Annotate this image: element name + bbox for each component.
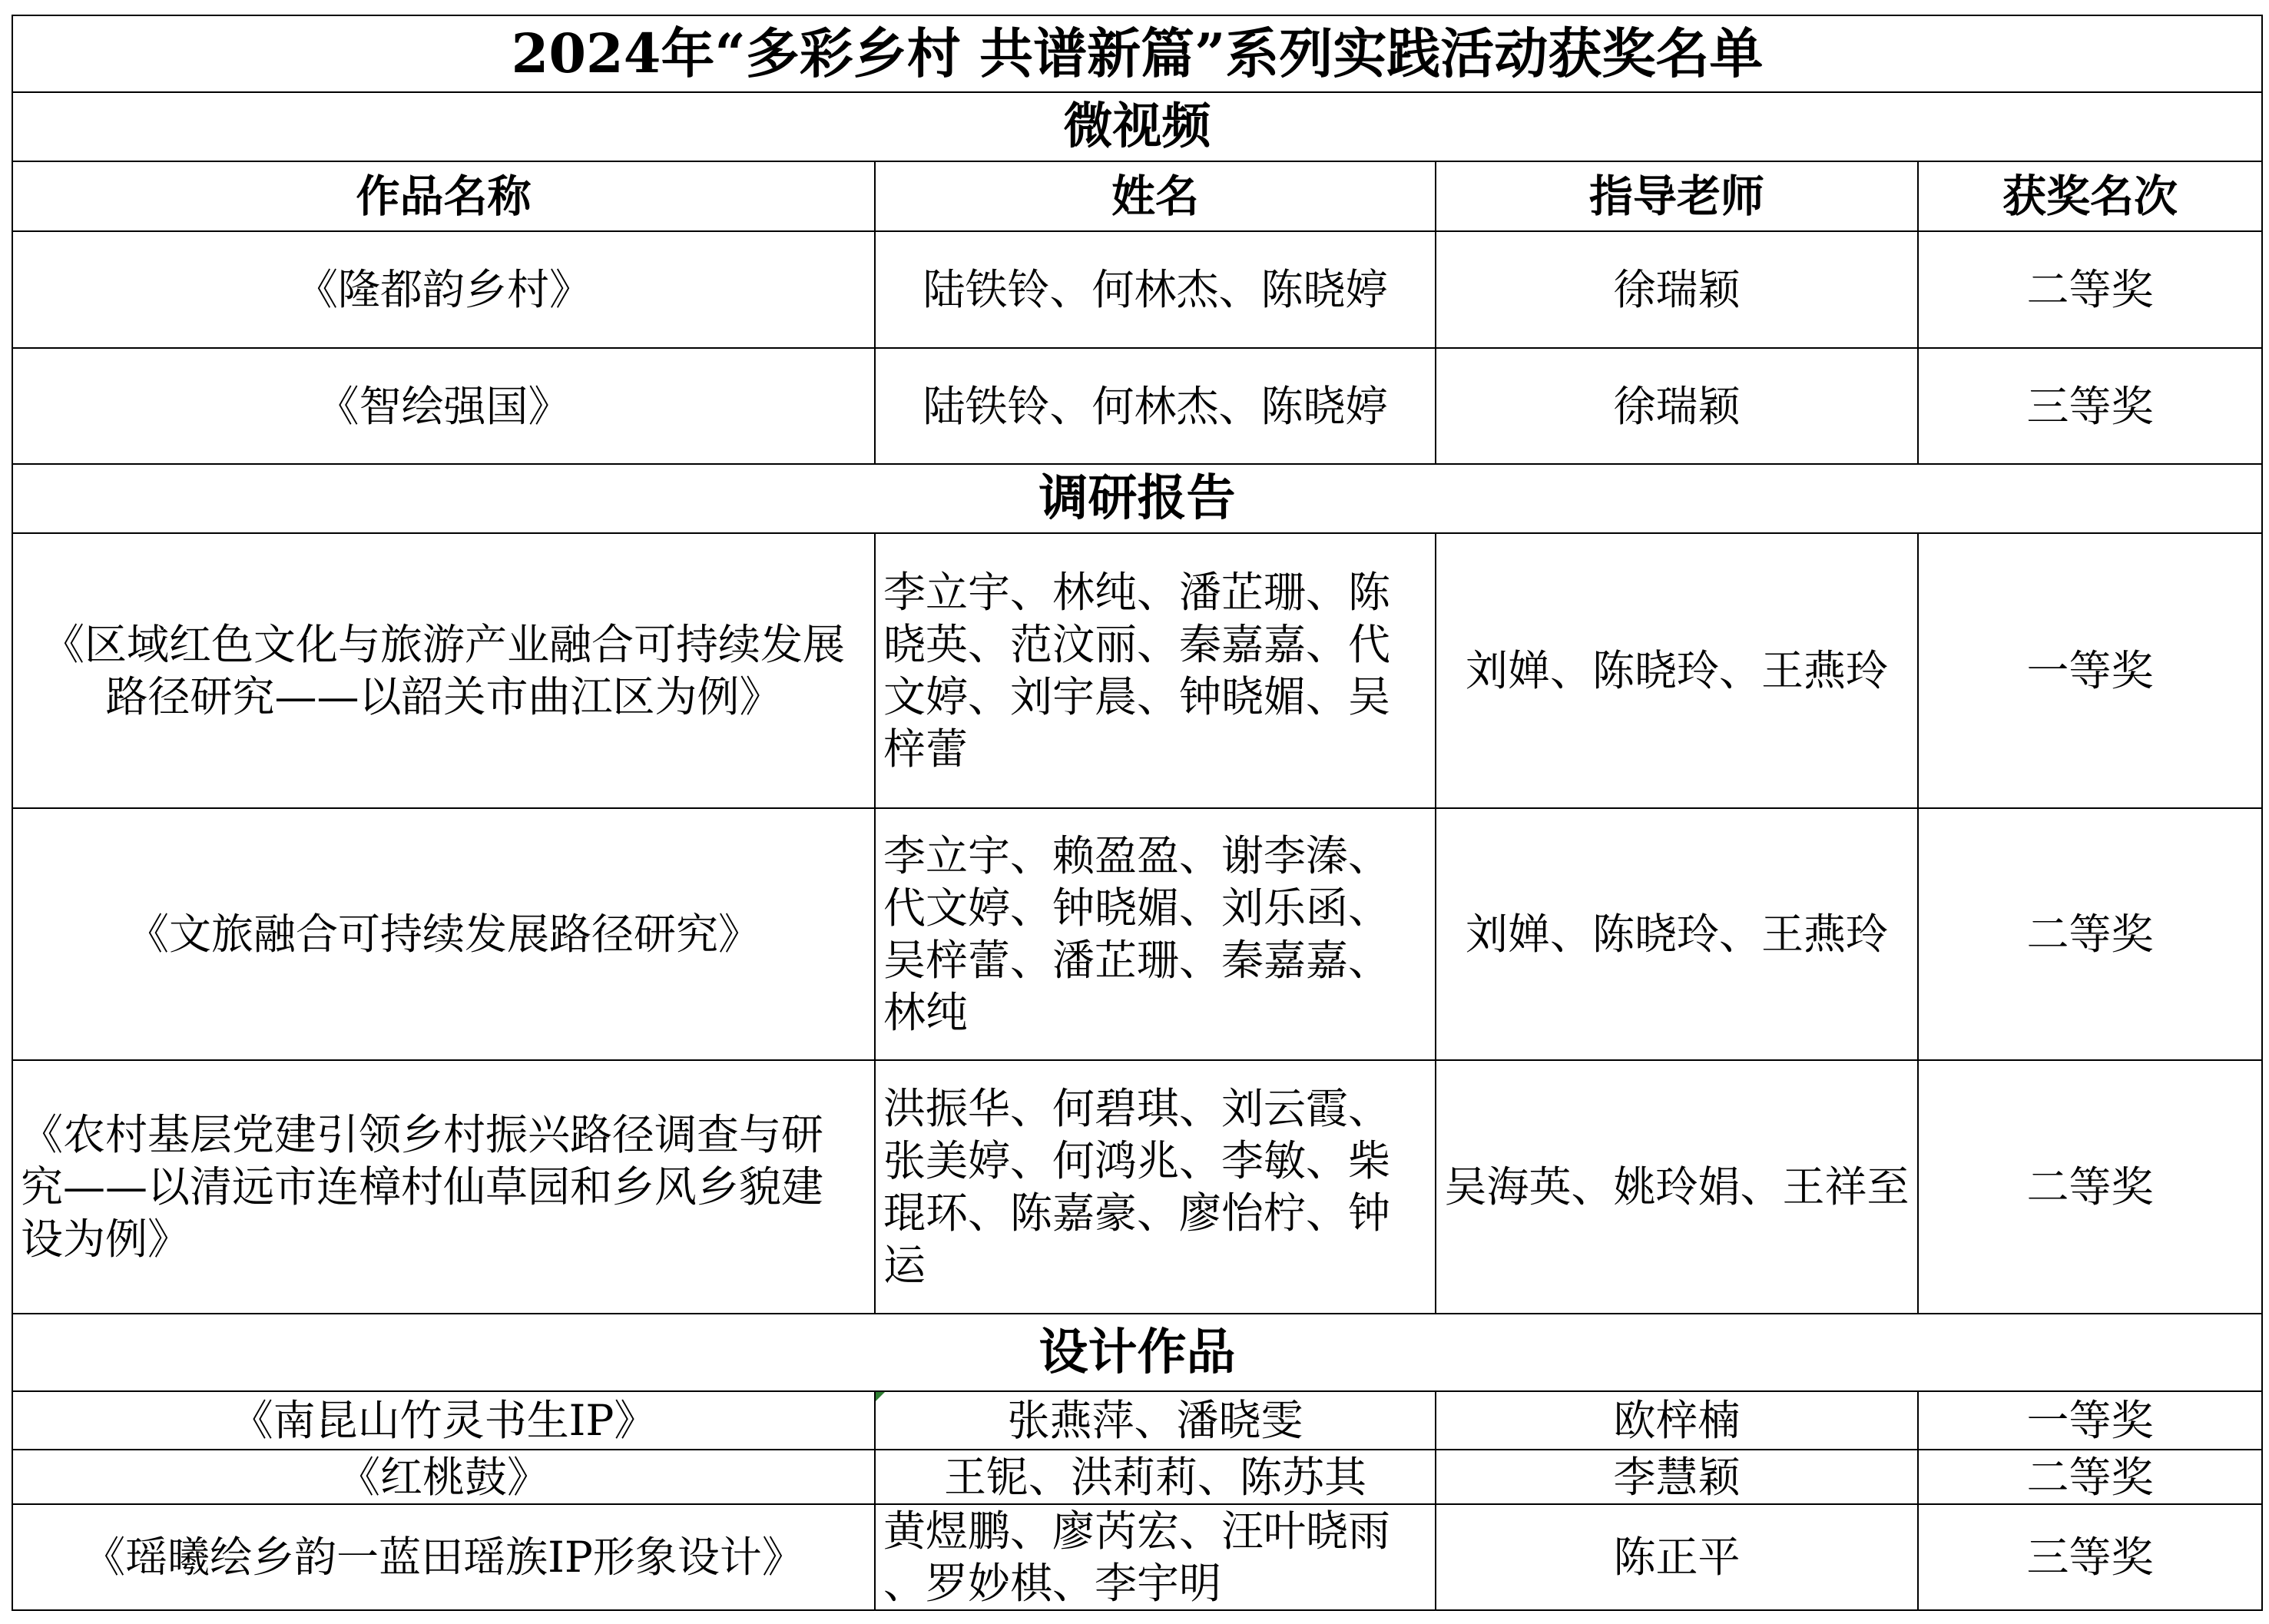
table-row-work: 《隆都韵乡村》 [13, 232, 874, 347]
column-header-teacher: 指导老师 [1436, 162, 1917, 230]
table-row-work: 《文旅融合可持续发展路径研究》 [13, 809, 874, 1059]
table-row-names-text: 李立宇、林纯、潘芷珊、陈晓英、范汶丽、秦嘉嘉、代文婷、刘宇晨、钟晓媚、吴梓蕾 [883, 568, 1391, 774]
table-row-names: 王铌、洪莉莉、陈苏其 [876, 1450, 1435, 1503]
table-row-award: 一等奖 [1919, 534, 2261, 807]
table-row-names [876, 1061, 1435, 1313]
table-row-teacher: 刘婵、陈晓玲、王燕玲 [1436, 809, 1917, 1059]
section-header-micro-video: 微视频 [13, 93, 2261, 161]
section-header-research-report: 调研报告 [13, 465, 2261, 532]
table-row-names: 陆铁铃、何林杰、陈晓婷 [876, 349, 1435, 463]
column-header-work: 作品名称 [13, 162, 874, 230]
table-row-names-text: 洪振华、何碧琪、刘云霞、张美婷、何鸿兆、李敏、柴琨环、陈嘉豪、廖怡柠、钟运 [883, 1084, 1391, 1290]
error-indicator-triangle-icon [876, 1392, 885, 1401]
table-row-award: 二等奖 [1919, 1061, 2261, 1313]
column-header-names: 姓名 [876, 162, 1435, 230]
column-header-award: 获奖名次 [1919, 162, 2261, 230]
table-row-names-text: 黄煜鹏、廖芮宏、汪叶晓雨、罗妙棋、李宇明 [883, 1506, 1391, 1608]
table-row-award: 二等奖 [1919, 809, 2261, 1059]
table-row-award: 二等奖 [1919, 232, 2261, 347]
table-row-teacher: 欧梓楠 [1436, 1392, 1917, 1449]
table-row-teacher: 陈正平 [1436, 1505, 1917, 1609]
table-row-award: 二等奖 [1919, 1450, 2261, 1503]
table-row-names [876, 1505, 1435, 1609]
table-row-names [876, 809, 1435, 1059]
table-row-names [876, 1392, 1435, 1449]
award-table [12, 15, 2263, 1611]
table-row-names: 陆铁铃、何林杰、陈晓婷 [876, 232, 1435, 347]
table-row-work: 《农村基层党建引领乡村振兴路径调查与研 究——以清远市连樟村仙草园和乡风乡貌建 设为例》 [13, 1061, 874, 1313]
table-row-work: 《智绘强国》 [13, 349, 874, 463]
table-row-teacher: 李慧颖 [1436, 1450, 1917, 1503]
table-row-award: 三等奖 [1919, 1505, 2261, 1609]
table-row-teacher: 吴海英、姚玲娟、王祥至 [1436, 1061, 1917, 1313]
table-row-names [876, 534, 1435, 807]
table-row-names-text: 张燕萍、潘晓雯 [1007, 1396, 1303, 1445]
table-row-teacher: 徐瑞颖 [1436, 349, 1917, 463]
table-row-award: 一等奖 [1919, 1392, 2261, 1449]
table-row-teacher: 徐瑞颖 [1436, 232, 1917, 347]
table-title: 2024年“多彩乡村 共谱新篇”系列实践活动获奖名单 [13, 16, 2261, 91]
table-row-award: 三等奖 [1919, 349, 2261, 463]
table-row-work-text: 《区域红色文化与旅游产业融合可持续发展路径研究——以韶关市曲江区为例》 [41, 620, 845, 721]
section-header-design-works: 设计作品 [13, 1314, 2261, 1390]
table-row-work: 《瑶曦绘乡韵一蓝田瑶族IP形象设计》 [13, 1505, 874, 1609]
table-row-teacher: 刘婵、陈晓玲、王燕玲 [1436, 534, 1917, 807]
table-row-names-text: 李立宇、赖盈盈、谢李溱、代文婷、钟晓媚、刘乐函、吴梓蕾、潘芷珊、秦嘉嘉、林纯 [883, 831, 1391, 1037]
table-row-work: 《南昆山竹灵书生IP》 [13, 1392, 874, 1449]
table-row-work [13, 534, 874, 807]
table-row-work: 《红桃鼓》 [13, 1450, 874, 1503]
